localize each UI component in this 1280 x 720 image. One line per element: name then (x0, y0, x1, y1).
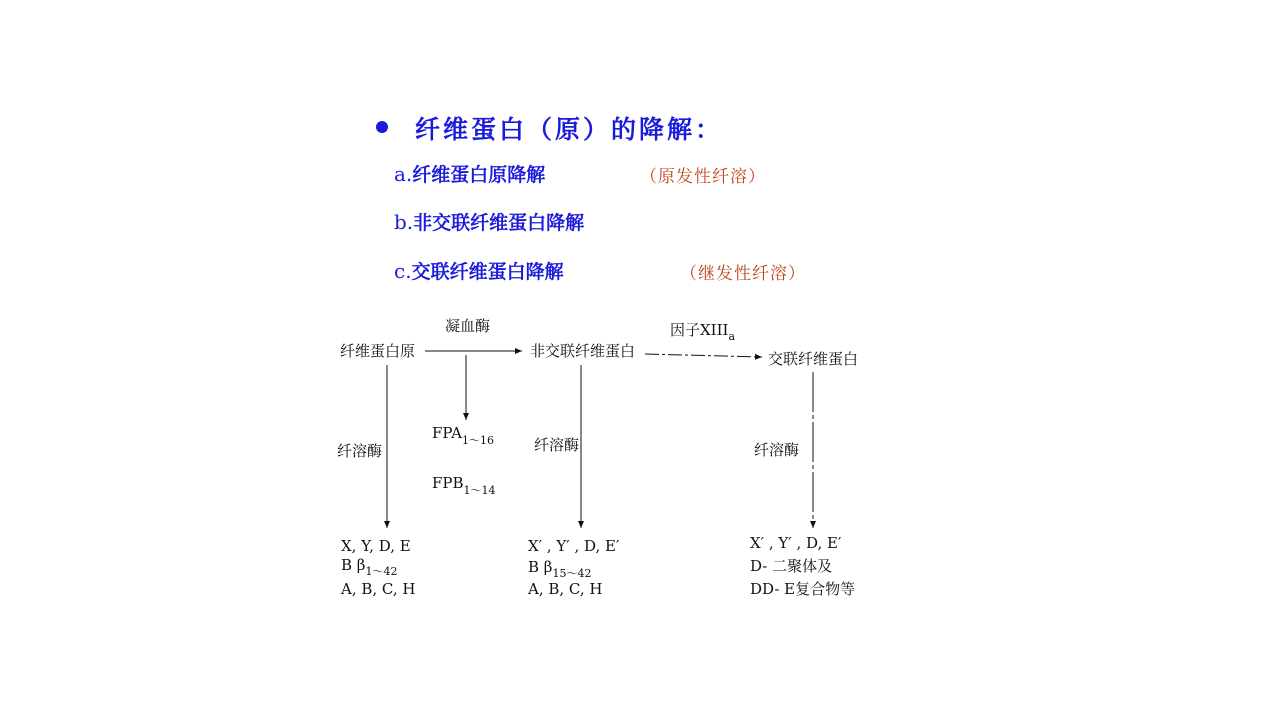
item-b-prefix: b. (394, 210, 414, 234)
fibrinopeptide-b (432, 474, 496, 497)
node-noncrosslinked-fibrin: 非交联纤维蛋白 (530, 342, 636, 360)
products-crosslinked-line3: DD- E复合物等 (750, 580, 856, 598)
label-plasmin-3: 纤溶酶 (754, 441, 800, 459)
products-fibrinogen-line2 (341, 556, 397, 578)
fibrinopeptide-b-main: FPB (432, 474, 464, 492)
products-fibrinogen-line3: A, B, C, H (341, 580, 416, 598)
item-c-label: 交联纤维蛋白降解 (411, 261, 564, 283)
products-noncrosslinked-line2 (528, 558, 591, 580)
fibrinopeptide-b-sub: 1～14 (463, 484, 496, 497)
fibrinopeptide-a-main: FPA (432, 424, 462, 442)
fibrinopeptide-a (432, 424, 494, 447)
item-b-label: 非交联纤维蛋白降解 (413, 212, 585, 234)
products-crosslinked-line1: X′ , Y′ , D, E′ (750, 534, 842, 552)
node-crosslinked-fibrin: 交联纤维蛋白 (768, 350, 859, 368)
fibrinopeptide-a-sub: 1～16 (461, 434, 494, 447)
item-c-note: （继发性纤溶） (680, 264, 806, 284)
label-factor-xiii-main: 因子XIII (670, 321, 729, 339)
products-noncrosslinked-line1: X′ , Y′ , D, E′ (528, 537, 620, 555)
products-fibrinogen-line2-main: B β (341, 556, 366, 574)
label-plasmin-1: 纤溶酶 (337, 442, 383, 460)
item-a-label: 纤维蛋白原降解 (412, 164, 546, 186)
label-thrombin: 凝血酶 (445, 317, 491, 335)
item-a-note: （原发性纤溶） (640, 167, 766, 187)
label-factor-xiii-sub: a (728, 330, 736, 343)
slide-title: 纤维蛋白（原）的降解： (415, 115, 724, 144)
item-c-prefix: c. (394, 259, 412, 283)
products-noncrosslinked-line2-main: B β (528, 558, 553, 576)
products-fibrinogen-line1: X, Y, D, E (341, 537, 411, 555)
node-fibrinogen: 纤维蛋白原 (340, 342, 416, 360)
products-crosslinked-line2: D- 二聚体及 (750, 557, 833, 575)
products-fibrinogen-line2-sub: 1～42 (365, 565, 398, 578)
arrow-factor-xiii (645, 354, 762, 357)
products-noncrosslinked-line3: A, B, C, H (528, 580, 603, 598)
products-noncrosslinked-line2-sub: 15～42 (552, 567, 592, 580)
label-factor-xiii (670, 321, 735, 343)
label-plasmin-2: 纤溶酶 (534, 436, 580, 454)
item-a-prefix: a. (394, 162, 413, 186)
